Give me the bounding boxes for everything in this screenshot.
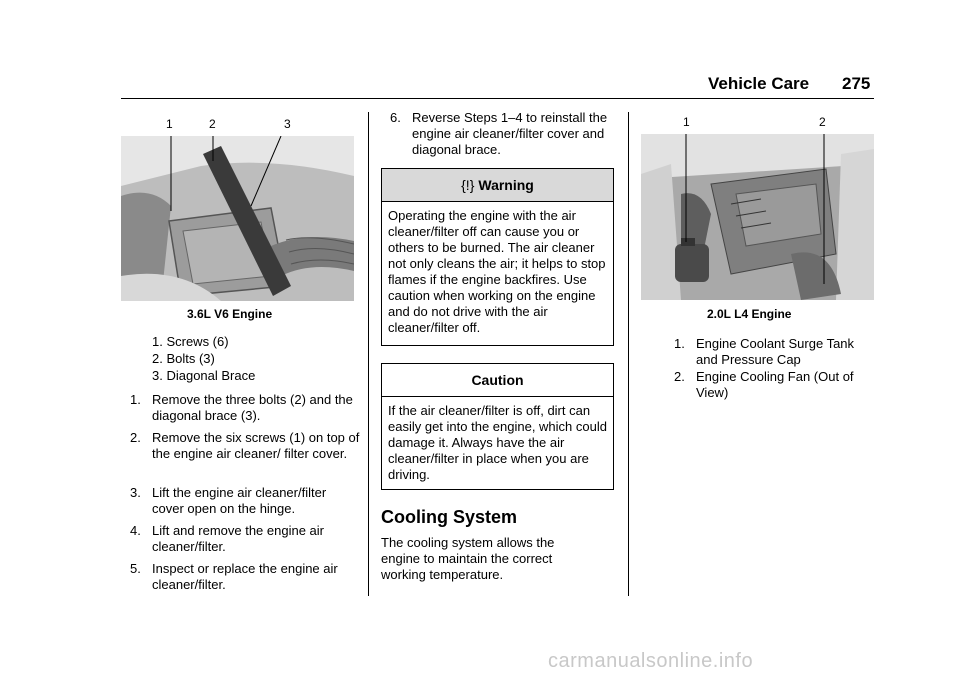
page-number: 275 [842,74,871,93]
legend-right-item-1-number: 1. [674,336,685,351]
step-3-text: Lift the engine air cleaner/filter cover open on the hinge. [152,485,327,516]
step-1-text: Remove the three bolts (2) and the diagonal brace (3). [152,392,353,423]
engine-l4-illustration [641,134,874,300]
step-6-number: 6. [390,110,401,125]
warning-title: Warning [478,177,534,193]
legend-right-item-1 [674,336,874,368]
legend-right-item-2 [674,369,874,401]
figure-right-callout-2: 2 [819,115,826,129]
figure-right-caption: 2.0L L4 Engine [707,307,792,321]
caution-text: If the air cleaner/filter is off, dirt can easily get into the engine, which could damage it. Always have the air cleaner/filter in place when you are driving. [388,403,607,482]
warning-box [381,168,614,346]
column-divider-1 [368,112,369,596]
figure-left-callout-1: 1 [166,117,173,131]
legend-right-item-2-number: 2. [674,369,685,384]
legend-left-item-1: 1. Screws (6) [152,334,229,349]
step-6-text: Reverse Steps 1–4 to reinstall the engine air cleaner/filter cover and diagonal brace. [412,110,608,157]
step-6 [390,110,615,158]
figure-left-caption: 3.6L V6 Engine [187,307,273,321]
step-3 [130,485,360,517]
step-2 [130,430,360,462]
legend-left-item-3: 3. Diagonal Brace [152,368,256,383]
running-header-title: Vehicle Care [708,74,810,93]
engine-v6-illustration [121,136,354,301]
warning-text: Operating the engine with the air cleaner/filter off can cause you or others to be burned. The air cleaner not only cleans the air; it helps to stop flames if the engine backfires. Use caution when working on the engine and do not drive with the air cleaner/filter off. [388,208,606,335]
step-4-number: 4. [130,523,141,538]
warning-header [382,169,613,202]
caution-box [381,363,614,490]
step-3-number: 3. [130,485,141,500]
step-4-text: Lift and remove the engine air cleaner/filter. [152,523,324,554]
step-2-number: 2. [130,430,141,445]
legend-right-item-2-text: Engine Cooling Fan (Out of View) [696,369,854,400]
header-rule [121,98,874,99]
figure-left-callout-3: 3 [284,117,291,131]
caution-header [382,364,613,397]
caution-title: Caution [471,372,524,388]
cooling-system-text: The cooling system allows the engine to maintain the correct working temperature. [381,535,555,582]
step-1 [130,392,360,424]
legend-left-item-2: 2. Bolts (3) [152,351,215,366]
step-4 [130,523,360,555]
step-5 [130,561,360,593]
warning-icon: {!} [461,177,475,193]
watermark: carmanualsonline.info [548,650,754,672]
section-heading-cooling-system: Cooling System [381,507,518,527]
step-1-number: 1. [130,392,141,407]
step-5-number: 5. [130,561,141,576]
step-2-text: Remove the six screws (1) on top of the engine air cleaner/ filter cover. [152,430,360,461]
step-5-text: Inspect or replace the engine air cleaner/filter. [152,561,338,592]
legend-right-item-1-text: Engine Coolant Surge Tank and Pressure Cap [696,336,855,367]
figure-left-callout-2: 2 [209,117,216,131]
column-divider-2 [628,112,629,596]
figure-right-callout-1: 1 [683,115,690,129]
